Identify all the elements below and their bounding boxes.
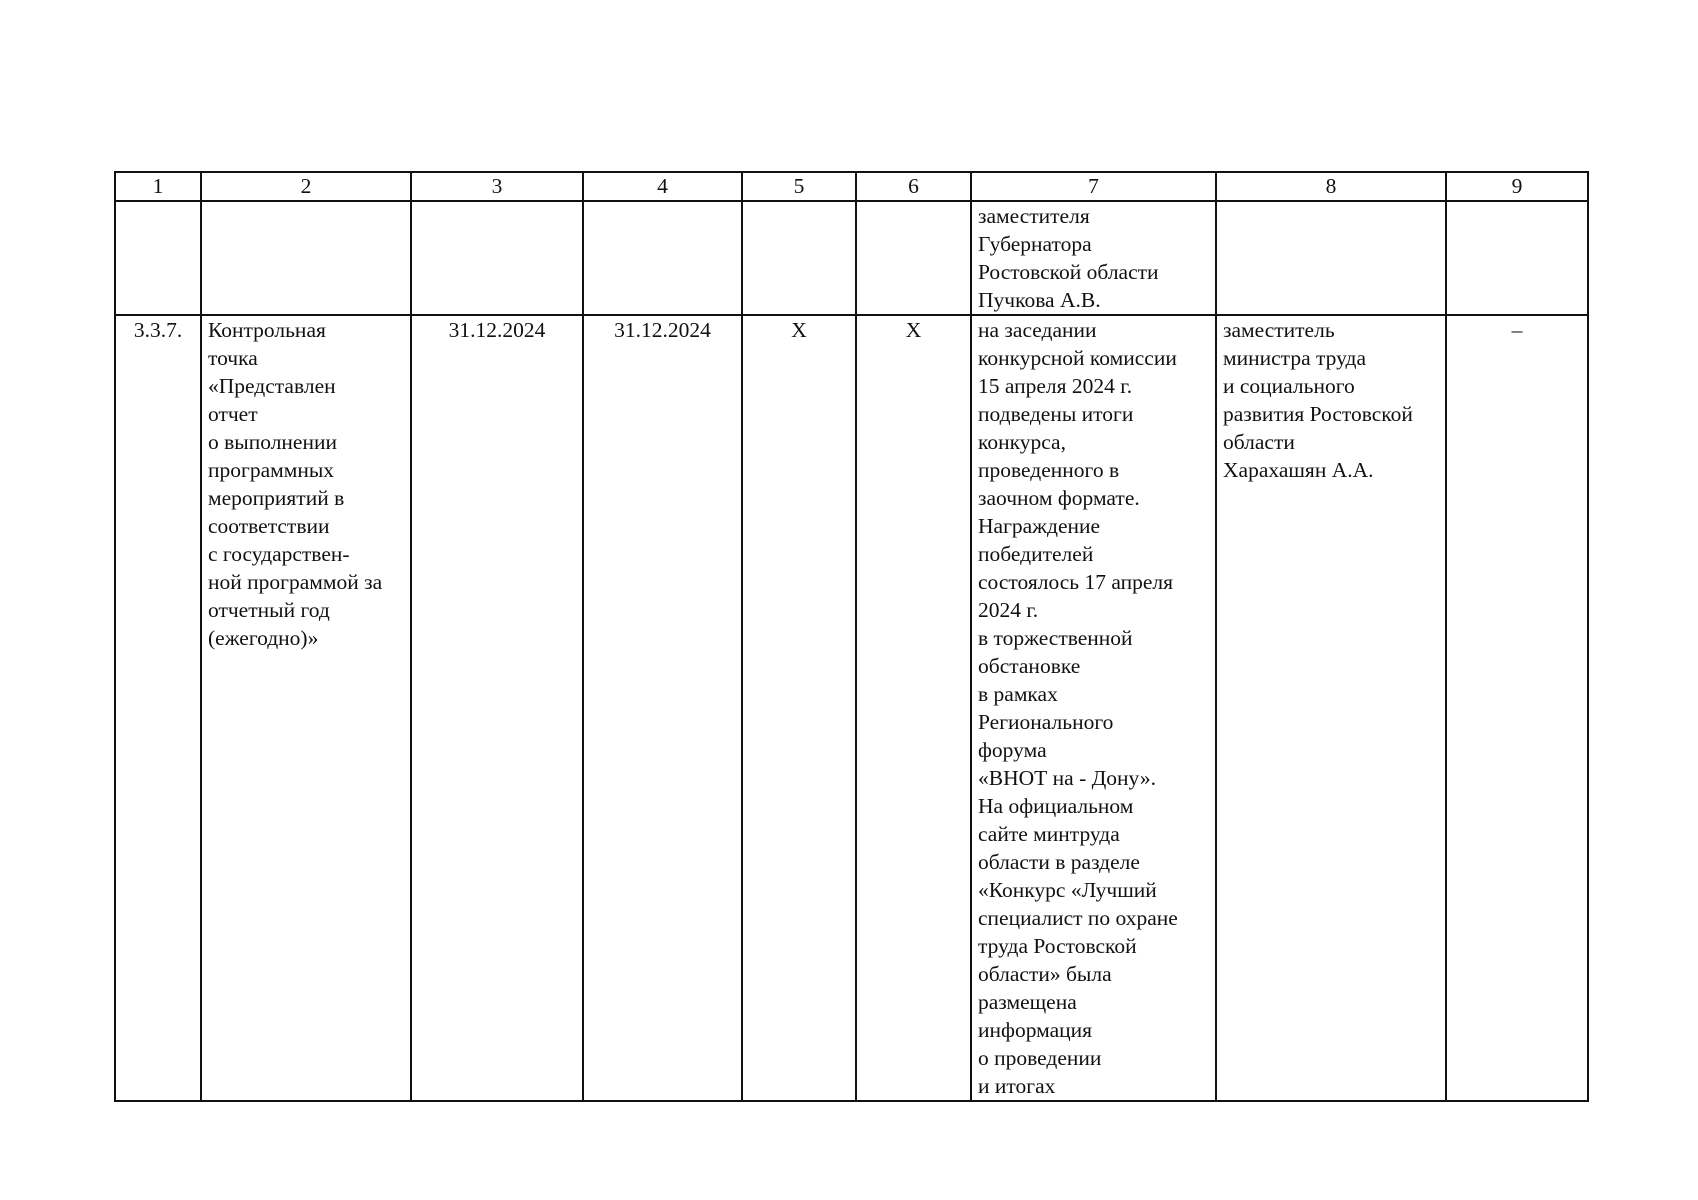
- header-row: [115, 172, 1588, 201]
- text-line: специалист по охране: [978, 906, 1178, 930]
- text-line: заочном формате.: [978, 486, 1140, 510]
- text-line: в рамках: [978, 682, 1058, 706]
- text-line: Губернатора: [978, 232, 1092, 256]
- text-line: точка: [208, 346, 258, 370]
- text-line: области: [1223, 430, 1295, 454]
- text-line: области» была: [978, 962, 1112, 986]
- text-line: труда Ростовской: [978, 934, 1137, 958]
- text-line: обстановке: [978, 654, 1081, 678]
- text-line: сайте минтруда: [978, 822, 1120, 846]
- header-col-2: 2: [201, 172, 411, 201]
- text-line: области в разделе: [978, 850, 1140, 874]
- text-line: с государствен-: [208, 542, 350, 566]
- cell: [115, 201, 201, 315]
- text-line: Харахашян А.А.: [1223, 458, 1374, 482]
- header-col-8: 8: [1216, 172, 1446, 201]
- text-line: конкурса,: [978, 430, 1066, 454]
- text-line: программных: [208, 458, 335, 482]
- text-line: Награждение: [978, 514, 1101, 538]
- text-line: На официальном: [978, 794, 1134, 818]
- continued-result-cell: [971, 201, 1216, 315]
- header-col-7: 7: [971, 172, 1216, 201]
- report-table: [114, 171, 1589, 1102]
- cell: [201, 201, 411, 315]
- text-line: соответствии: [208, 514, 330, 538]
- continued-row: [115, 201, 1588, 315]
- header-col-3: 3: [411, 172, 583, 201]
- header-col-6: 6: [856, 172, 971, 201]
- planned-date-cell: 31.12.2024: [411, 315, 583, 1101]
- actual-date-cell: 31.12.2024: [583, 315, 742, 1101]
- text-line: форума: [978, 738, 1047, 762]
- col5-cell: X: [742, 315, 856, 1101]
- text-line: развития Ростовской: [1223, 402, 1413, 426]
- cell: [1446, 201, 1588, 315]
- text-line: «Конкурс «Лучший: [978, 878, 1157, 902]
- text-line: информация: [978, 1018, 1093, 1042]
- text-line: мероприятий в: [208, 486, 345, 510]
- text-line: (ежегодно)»: [208, 626, 319, 650]
- text-line: отчетный год: [208, 598, 330, 622]
- col9-cell: –: [1446, 315, 1588, 1101]
- text-line: ной программой за: [208, 570, 383, 594]
- text-line: размещена: [978, 990, 1077, 1014]
- text-line: отчет: [208, 402, 258, 426]
- text-line: 15 апреля 2024 г.: [978, 374, 1133, 398]
- text-line: в торжественной: [978, 626, 1133, 650]
- header-col-4: 4: [583, 172, 742, 201]
- text-line: Ростовской области: [978, 260, 1159, 284]
- text-line: «Представлен: [208, 374, 336, 398]
- responsible-cell: [1216, 315, 1446, 1101]
- text-line: Регионального: [978, 710, 1114, 734]
- header-col-9: 9: [1446, 172, 1588, 201]
- header-col-5: 5: [742, 172, 856, 201]
- cell: [742, 201, 856, 315]
- cell: [856, 201, 971, 315]
- cell: [1216, 201, 1446, 315]
- text-line: проведенного в: [978, 458, 1120, 482]
- text-line: подведены итоги: [978, 402, 1134, 426]
- text-line: и социального: [1223, 374, 1355, 398]
- text-line: о проведении: [978, 1046, 1102, 1070]
- cell: [583, 201, 742, 315]
- text-line: 2024 г.: [978, 598, 1039, 622]
- text-line: победителей: [978, 542, 1094, 566]
- text-line: Контрольная: [208, 318, 326, 342]
- header-col-1: 1: [115, 172, 201, 201]
- text-line: на заседании: [978, 318, 1097, 342]
- text-line: конкурсной комиссии: [978, 346, 1177, 370]
- text-line: о выполнении: [208, 430, 337, 454]
- text-line: министра труда: [1223, 346, 1366, 370]
- result-cell: [971, 315, 1216, 1101]
- text-line: «ВНОТ на - Дону».: [978, 766, 1156, 790]
- text-line: и итогах: [978, 1074, 1056, 1098]
- checkpoint-name-cell: [201, 315, 411, 1101]
- text-line: заместитель: [1223, 318, 1335, 342]
- row-number: 3.3.7.: [115, 315, 201, 1101]
- table-row: [115, 315, 1588, 1101]
- text-line: состоялось 17 апреля: [978, 570, 1174, 594]
- cell: [411, 201, 583, 315]
- text-line: Пучкова А.В.: [978, 288, 1101, 312]
- text-line: заместителя: [978, 204, 1090, 228]
- col6-cell: X: [856, 315, 971, 1101]
